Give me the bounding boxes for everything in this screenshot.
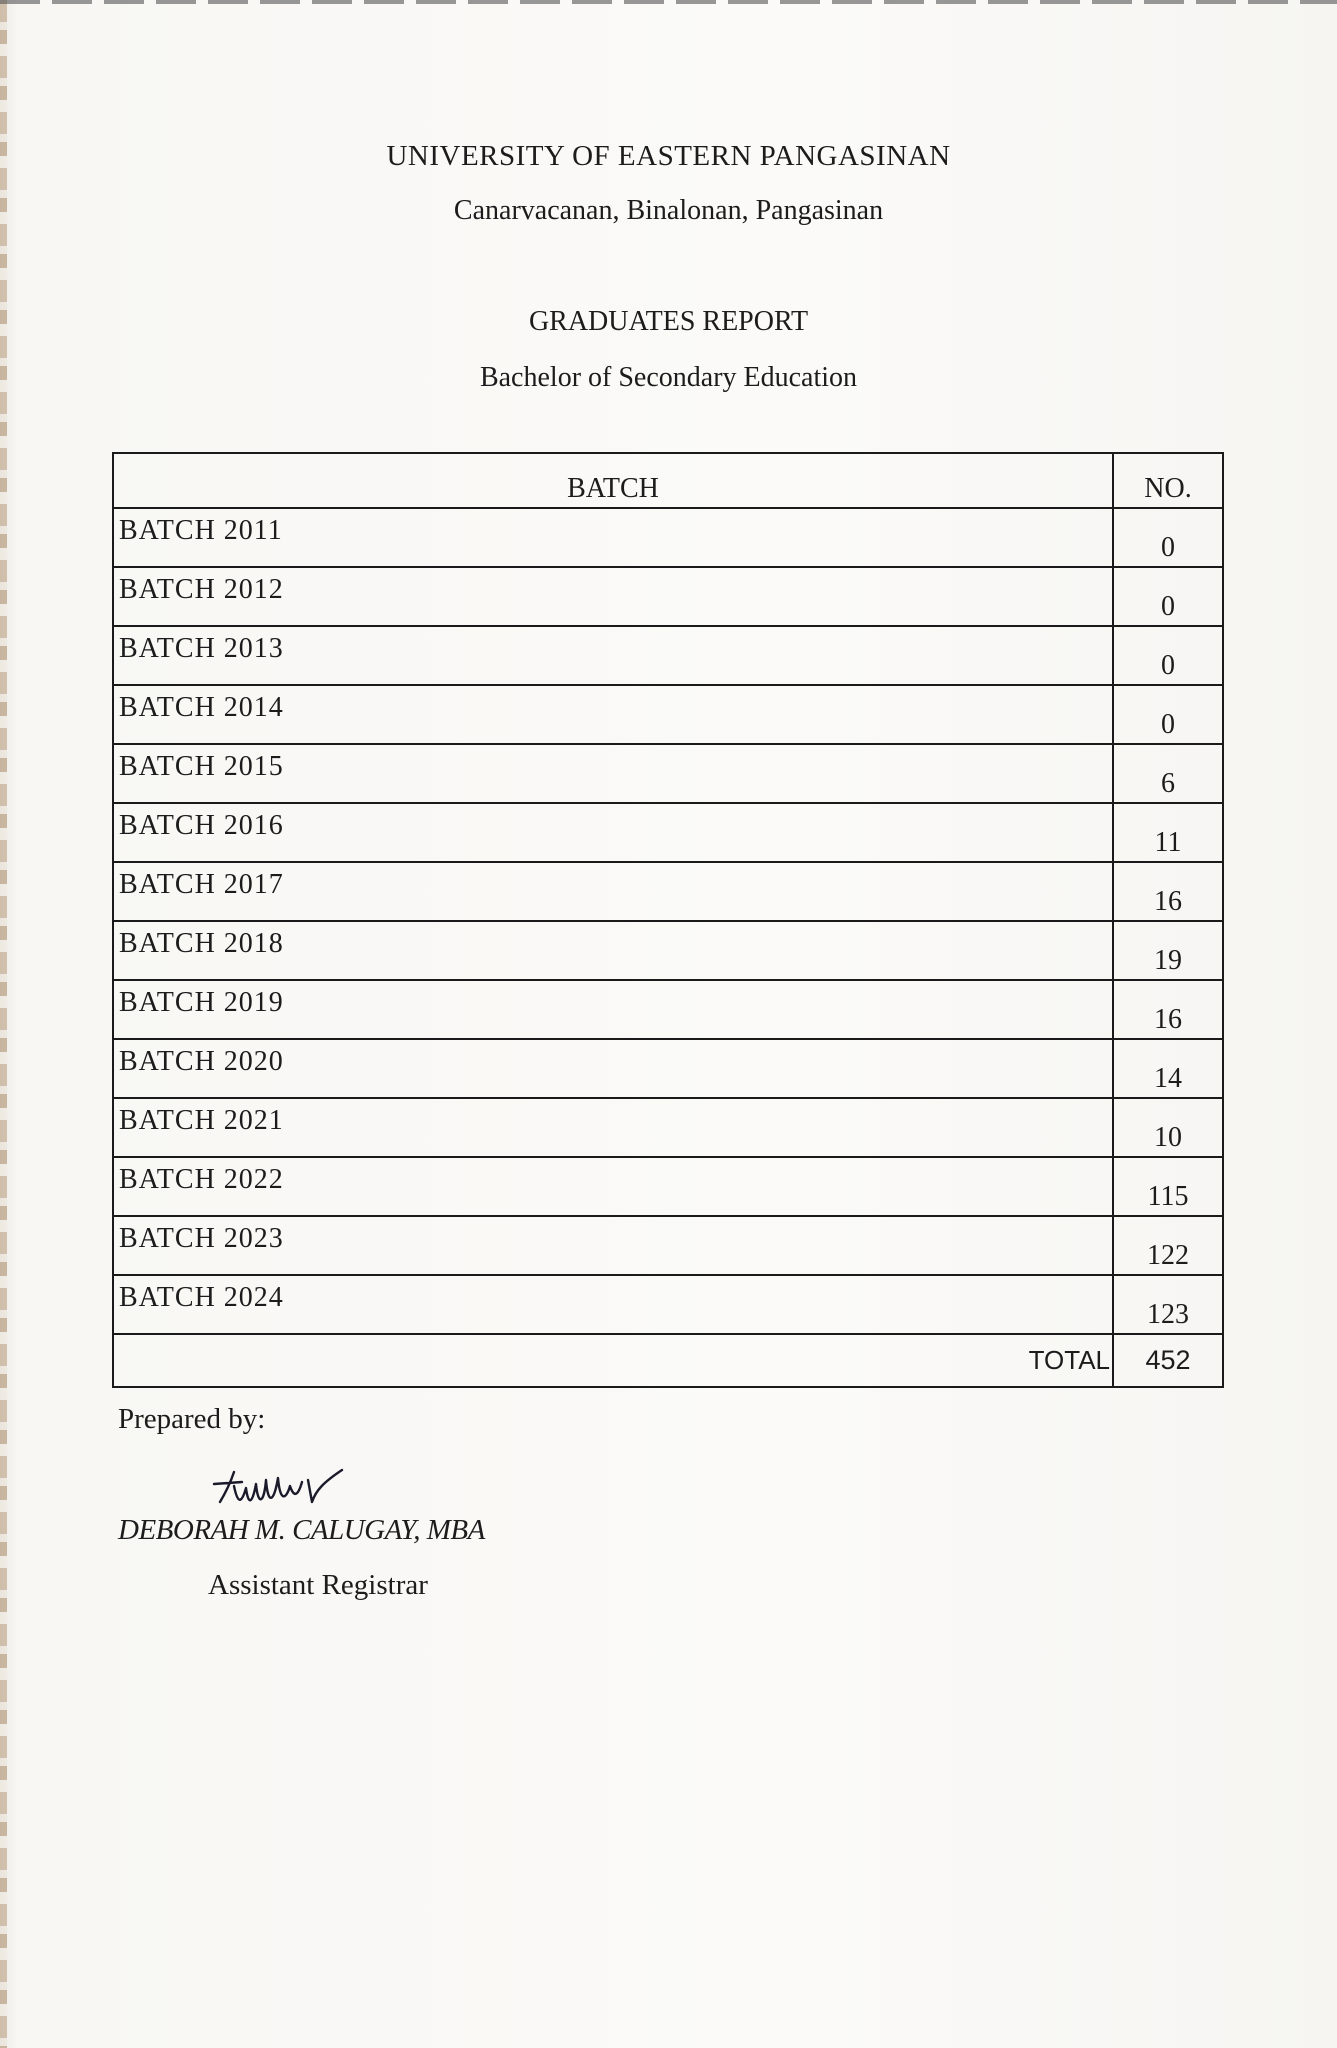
table-row [113, 862, 1223, 921]
table-row [113, 567, 1223, 626]
batch-label: BATCH 2020 [113, 1039, 1113, 1098]
graduate-count: 19 [1113, 921, 1223, 980]
signatory-name: DEBORAH M. CALUGAY, MBA [118, 1514, 485, 1546]
graduate-count: 10 [1113, 1098, 1223, 1157]
signatory-title: Assistant Registrar [208, 1569, 428, 1601]
column-header-no: NO. [1113, 453, 1223, 508]
batch-label: BATCH 2022 [113, 1157, 1113, 1216]
batch-label: BATCH 2017 [113, 862, 1113, 921]
scan-edge-top [0, 0, 1337, 4]
table-row [113, 1039, 1223, 1098]
table-row [113, 1098, 1223, 1157]
batch-label: BATCH 2021 [113, 1098, 1113, 1157]
table-row [113, 508, 1223, 567]
batch-label: BATCH 2014 [113, 685, 1113, 744]
graduate-count: 11 [1113, 803, 1223, 862]
table-header-row [113, 453, 1223, 508]
column-header-batch: BATCH [113, 453, 1113, 508]
graduate-count: 6 [1113, 744, 1223, 803]
batch-label: BATCH 2024 [113, 1275, 1113, 1334]
total-value: 452 [1113, 1334, 1223, 1387]
graduate-count: 14 [1113, 1039, 1223, 1098]
table-row [113, 744, 1223, 803]
graduate-count: 16 [1113, 862, 1223, 921]
batch-label: BATCH 2023 [113, 1216, 1113, 1275]
batch-label: BATCH 2013 [113, 626, 1113, 685]
graduate-count: 0 [1113, 626, 1223, 685]
table-body [113, 508, 1223, 1387]
program-name: Bachelor of Secondary Education [479, 362, 858, 393]
report-title: GRADUATES REPORT [528, 306, 809, 337]
total-label: TOTAL [113, 1334, 1113, 1387]
batch-label: BATCH 2016 [113, 803, 1113, 862]
batch-label: BATCH 2015 [113, 744, 1113, 803]
graduate-count: 0 [1113, 685, 1223, 744]
table-row [113, 803, 1223, 862]
table-row [113, 921, 1223, 980]
graduate-count: 115 [1113, 1157, 1223, 1216]
graduate-count: 122 [1113, 1216, 1223, 1275]
batch-label: BATCH 2012 [113, 567, 1113, 626]
graduate-count: 123 [1113, 1275, 1223, 1334]
graduate-count: 0 [1113, 567, 1223, 626]
institution-name: UNIVERSITY OF EASTERN PANGASINAN [386, 140, 951, 172]
batch-label: BATCH 2011 [113, 508, 1113, 567]
institution-address: Canarvacanan, Binalonan, Pangasinan [453, 195, 884, 226]
table-row [113, 1275, 1223, 1334]
batch-label: BATCH 2019 [113, 980, 1113, 1039]
graduates-table [112, 452, 1224, 1388]
prepared-by-label: Prepared by: [118, 1403, 266, 1435]
table-row [113, 980, 1223, 1039]
graduate-count: 16 [1113, 980, 1223, 1039]
batch-label: BATCH 2018 [113, 921, 1113, 980]
table-row [113, 626, 1223, 685]
table-row [113, 1157, 1223, 1216]
graduate-count: 0 [1113, 508, 1223, 567]
table-row [113, 1216, 1223, 1275]
total-row [113, 1334, 1223, 1387]
table-row [113, 685, 1223, 744]
